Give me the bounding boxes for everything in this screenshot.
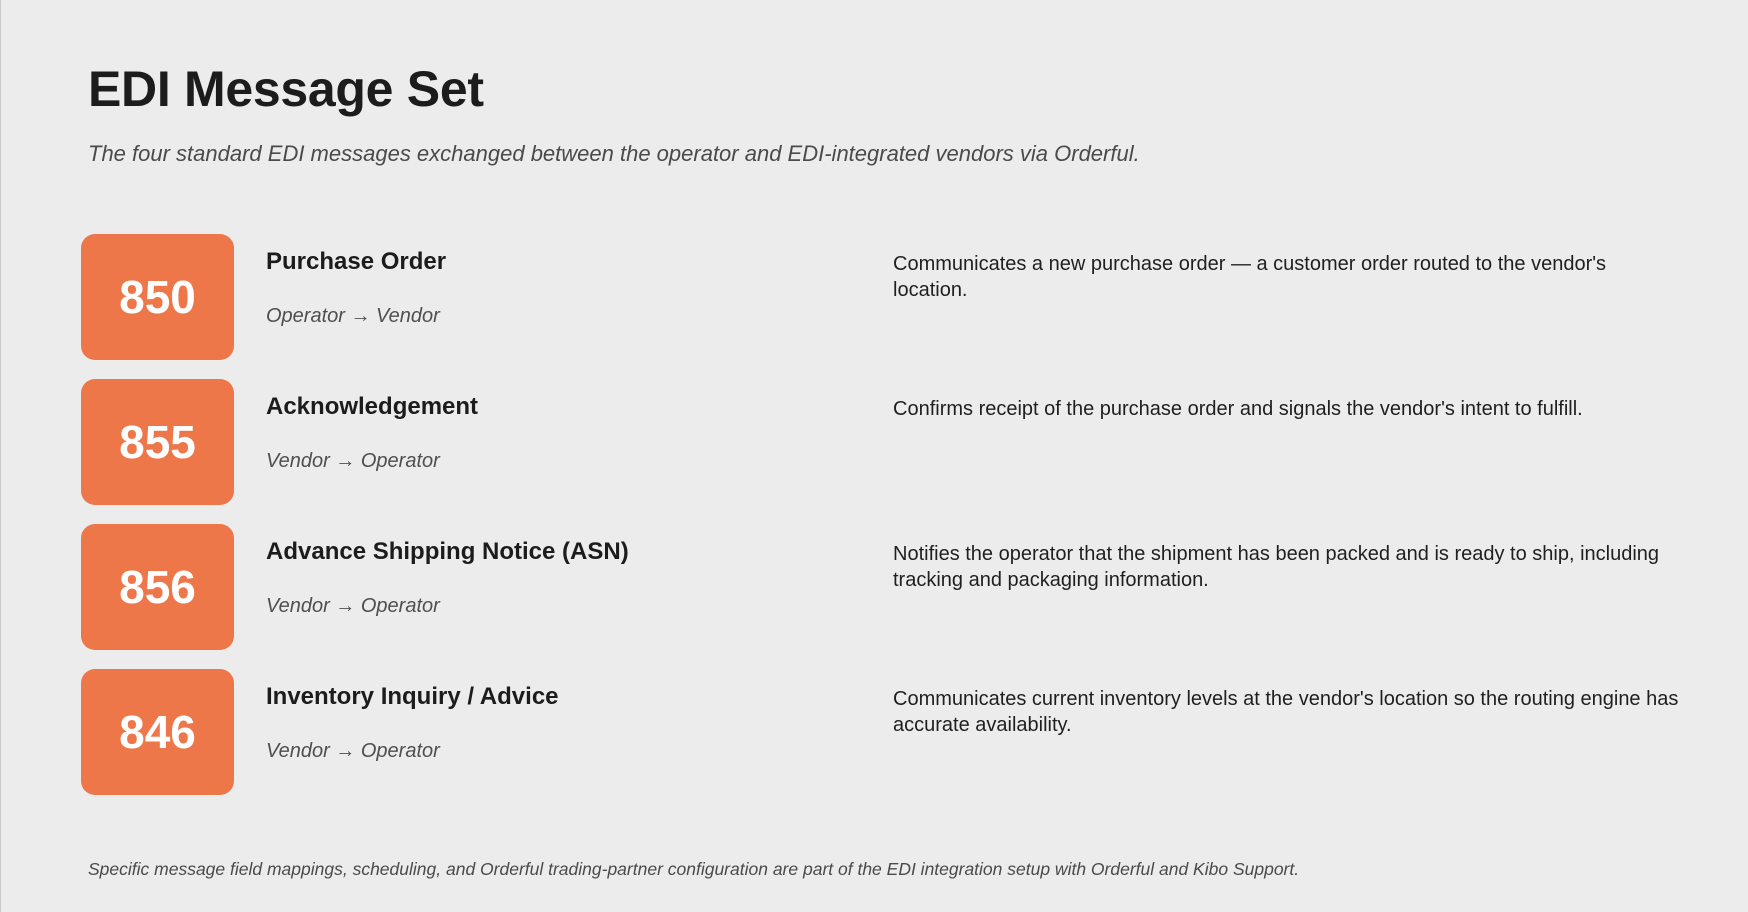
message-row-856: [81, 524, 1701, 650]
message-flow: Vendor → Operator: [266, 595, 440, 617]
message-row-850: [81, 234, 1701, 360]
message-code-badge: 855: [81, 379, 234, 505]
message-name: Advance Shipping Notice (ASN): [266, 538, 629, 565]
message-description: Communicates a new purchase order — a customer order routed to the vendor's location.: [893, 253, 1607, 301]
footnote: Specific message field mappings, scheduling, and Orderful trading-partner configuration are part of the EDI integration setup with Orderful and Kibo Support.: [88, 859, 1300, 879]
message-row-855: [81, 379, 1701, 505]
message-flow: Operator → Vendor: [266, 305, 440, 327]
message-code-badge: 850: [81, 234, 234, 360]
message-description: Notifies the operator that the shipment has been packed and is ready to ship, including tracking and packaging information.: [893, 543, 1660, 591]
message-description: Confirms receipt of the purchase order and signals the vendor's intent to fulfill.: [893, 398, 1583, 420]
message-list: [81, 234, 1701, 814]
message-name: Acknowledgement: [266, 393, 479, 420]
message-flow: Vendor → Operator: [266, 740, 440, 762]
message-code-badge: 856: [81, 524, 234, 650]
page-title: EDI Message Set: [88, 61, 484, 117]
message-description: Communicates current inventory levels at the vendor's location so the routing engine has accurate availability.: [893, 688, 1679, 736]
message-row-846: [81, 669, 1701, 795]
message-flow: Vendor → Operator: [266, 450, 440, 472]
message-name: Purchase Order: [266, 248, 447, 275]
page-subtitle: The four standard EDI messages exchanged between the operator and EDI-integrated vendors via Orderful.: [88, 141, 1140, 166]
message-name: Inventory Inquiry / Advice: [266, 683, 559, 710]
slide: [1, 0, 1748, 912]
message-code-badge: 846: [81, 669, 234, 795]
